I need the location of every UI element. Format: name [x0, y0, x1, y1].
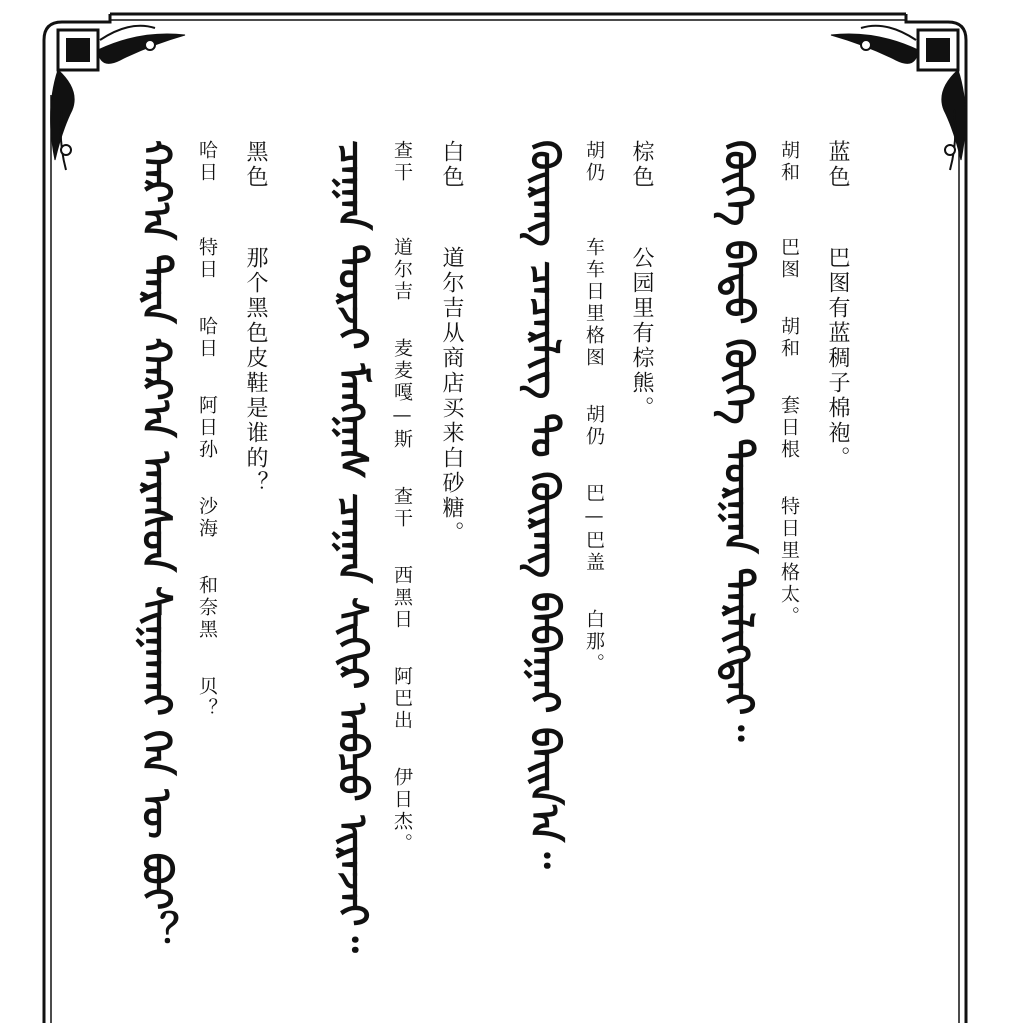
lesson-2-sentence-cn: 公园里有棕熊。 — [629, 246, 654, 421]
lesson-3-tr-word-1: 道尔吉 — [391, 237, 413, 303]
lesson-4-tr-word-2: 哈日 — [196, 316, 218, 360]
lesson-1-color-tr: 胡和 — [778, 140, 800, 184]
lesson-1-chinese — [822, 140, 853, 471]
lesson-3-sentence-cn: 道尔吉从商店买来白砂糖。 — [439, 246, 464, 546]
lesson-3-mongolian: ᠴᠠᠭᠠᠨ ᠳᠣᠷᠵᠢ ᠮᠠᠩᠭᠠᠰ ᠴᠠᠭᠠᠨ ᠰᠢᠬᠢᠷ ᠠᠪᠴᠤ ᠢᠷᠡᠵᠡᠢ᠃ — [329, 140, 375, 953]
lesson-2-transliteration — [581, 140, 608, 685]
lesson-4-tr-word-3: 阿日孙 — [196, 395, 218, 461]
lesson-2-tr-word-3: 巴—巴盖 — [583, 483, 605, 574]
lesson-1-transliteration — [776, 140, 803, 638]
lesson-1-tr-word-1: 巴图 — [778, 237, 800, 281]
lesson-3-color-cn: 白色 — [439, 140, 464, 190]
lesson-4-tr-word-1: 特日 — [196, 237, 218, 281]
lesson-1-tr-word-4: 特日里格太。 — [778, 496, 800, 628]
lesson-1-sentence-cn: 巴图有蓝稠子棉袍。 — [825, 246, 850, 471]
lesson-4-mongolian: ᠬᠠᠷ᠎ᠠ ᠲᠡᠷᠡ ᠬᠠᠷ᠎ᠠ ᠠᠷᠠᠰᠤᠨ ᠰᠢᠭᠠᠬᠠᠢ ᠬᠡᠨ ᠦ ᠪᠤᠢ？ — [133, 140, 179, 951]
lesson-4-tr-word-6: 贝？ — [196, 676, 218, 720]
lesson-1-mongolian: ᠬᠥᠬᠡ ᠪᠠᠲᠤ ᠬᠥᠬᠡ ᠲᠣᠷᠭᠠᠨ ᠲᠡᠷᠯᠢᠭᠲᠠᠢ᠃ — [715, 140, 761, 742]
lesson-4-color-tr: 哈日 — [196, 140, 218, 184]
lesson-4-tr-word-4: 沙海 — [196, 496, 218, 540]
lesson-3-tr-word-6: 伊日杰。 — [391, 767, 413, 855]
lesson-1-color-cn: 蓝色 — [825, 140, 850, 190]
lesson-4-color-cn: 黑色 — [243, 140, 268, 190]
lesson-3-tr-word-4: 西黑日 — [391, 565, 413, 631]
lesson-1-tr-word-3: 套日根 — [778, 395, 800, 461]
lesson-4-sentence-cn: 那个黑色皮鞋是谁的？ — [243, 246, 268, 496]
lesson-3-tr-word-5: 阿巴出 — [391, 666, 413, 732]
lesson-2-tr-word-4: 白那。 — [583, 609, 605, 675]
lesson-3-tr-word-2: 麦麦嘎—斯 — [391, 338, 413, 451]
lesson-3-tr-word-3: 查干 — [391, 486, 413, 530]
lesson-4-tr-word-5: 和奈黑 — [196, 575, 218, 641]
lesson-2-tr-word-2: 胡仍 — [583, 404, 605, 448]
lesson-4-transliteration — [194, 140, 221, 730]
lesson-2-chinese — [626, 140, 657, 421]
lesson-3-chinese — [436, 140, 467, 546]
lesson-1-tr-word-2: 胡和 — [778, 316, 800, 360]
lesson-3-transliteration — [389, 140, 416, 865]
lesson-2-color-tr: 胡仍 — [583, 140, 605, 184]
lesson-2-tr-word-1: 车车日里格图 — [583, 237, 605, 369]
lesson-2-mongolian: ᠬᠦᠷᠡᠩ ᠴᠡᠴᠡᠷᠯᠢᠭ ᠲᠤ ᠬᠦᠷᠡᠩ ᠪᠠᠪᠠᠭᠠᠢ ᠪᠠᠢᠨ᠎ᠠ᠃ — [521, 140, 567, 869]
lesson-2-color-cn: 棕色 — [629, 140, 654, 190]
lesson-4-chinese — [240, 140, 271, 496]
lesson-3-color-tr: 查干 — [391, 140, 413, 184]
